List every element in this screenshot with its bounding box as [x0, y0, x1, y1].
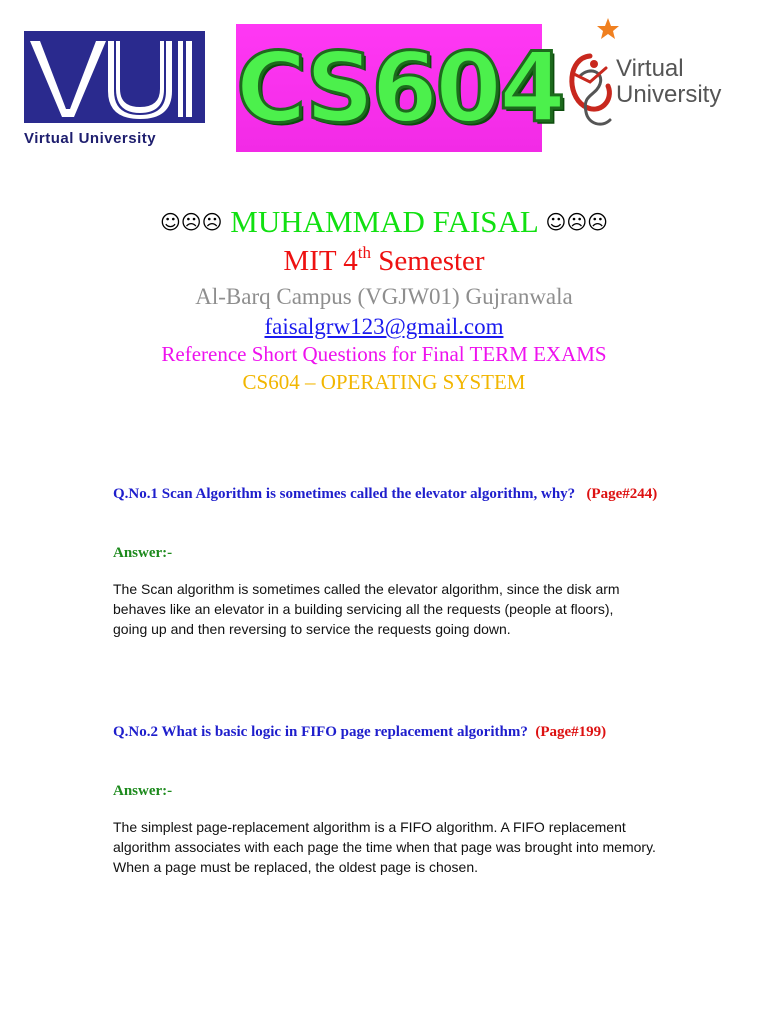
answer-1-line: going up and then reversing to service the requests going down.: [113, 621, 511, 637]
campus-line: Al-Barq Campus (VGJW01) Gujranwala: [195, 284, 573, 309]
emoticons-right: ☺☹☹: [545, 210, 609, 234]
author-name: MUHAMMAD FAISAL: [230, 204, 538, 239]
answer-1-line: The Scan algorithm is sometimes called the elevator algorithm, since the disk arm: [113, 581, 620, 597]
answer-2-label: Answer:-: [113, 783, 173, 799]
subject-heading: CS604 – OPERATING SYSTEM: [242, 370, 526, 394]
vu-logo-mark: [24, 31, 205, 123]
answer-1-body: [113, 579, 713, 639]
vu-logo-caption: Virtual University: [24, 130, 157, 147]
vu-emblem-text-line1: Virtual: [616, 55, 684, 82]
course-banner-text: CS604: [236, 32, 563, 144]
question-2-text: Q.No.2 What is basic logic in FIFO page replacement algorithm?: [113, 724, 528, 740]
semester-line: [0, 243, 768, 279]
email-line: [0, 313, 768, 341]
semester-sup: th: [357, 243, 372, 262]
question-1-text: Q.No.1 Scan Algorithm is sometimes called the elevator algorithm, why?: [113, 486, 576, 502]
semester-prefix: MIT 4: [283, 245, 358, 277]
vu-emblem-figure-icon: [560, 16, 620, 146]
semester-suffix: Semester: [371, 245, 485, 277]
answer-1-line: behaves like an elevator in a building servicing all the requests (people at floors),: [113, 601, 614, 617]
author-name-line: [0, 202, 768, 242]
course-banner: [236, 24, 563, 152]
reference-heading: Reference Short Questions for Final TERM EXAMS: [161, 342, 607, 366]
answer-1-label: Answer:-: [113, 545, 173, 561]
vu-monogram-icon: [24, 31, 205, 123]
question-1: [113, 484, 657, 504]
vu-logo: [24, 31, 205, 150]
answer-2-line: algorithm associates with each page the time when that page was brought into memory.: [113, 839, 656, 855]
vu-emblem-text-line2: University: [616, 81, 722, 108]
question-2: [113, 722, 606, 742]
answer-2-line: The simplest page-replacement algorithm is a FIFO algorithm. A FIFO replacement: [113, 819, 626, 835]
email-link[interactable]: faisalgrw123@gmail.com: [264, 314, 504, 339]
question-2-page-ref: (Page#199): [535, 724, 607, 740]
vu-emblem-text: [616, 56, 721, 108]
vu-emblem: [560, 16, 750, 151]
answer-2-line: When a page must be replaced, the oldest page is chosen.: [113, 859, 479, 875]
question-1-page-ref: (Page#244): [586, 486, 658, 502]
answer-2-body: [113, 817, 713, 877]
emoticons-left: ☺☹☹: [159, 210, 223, 234]
